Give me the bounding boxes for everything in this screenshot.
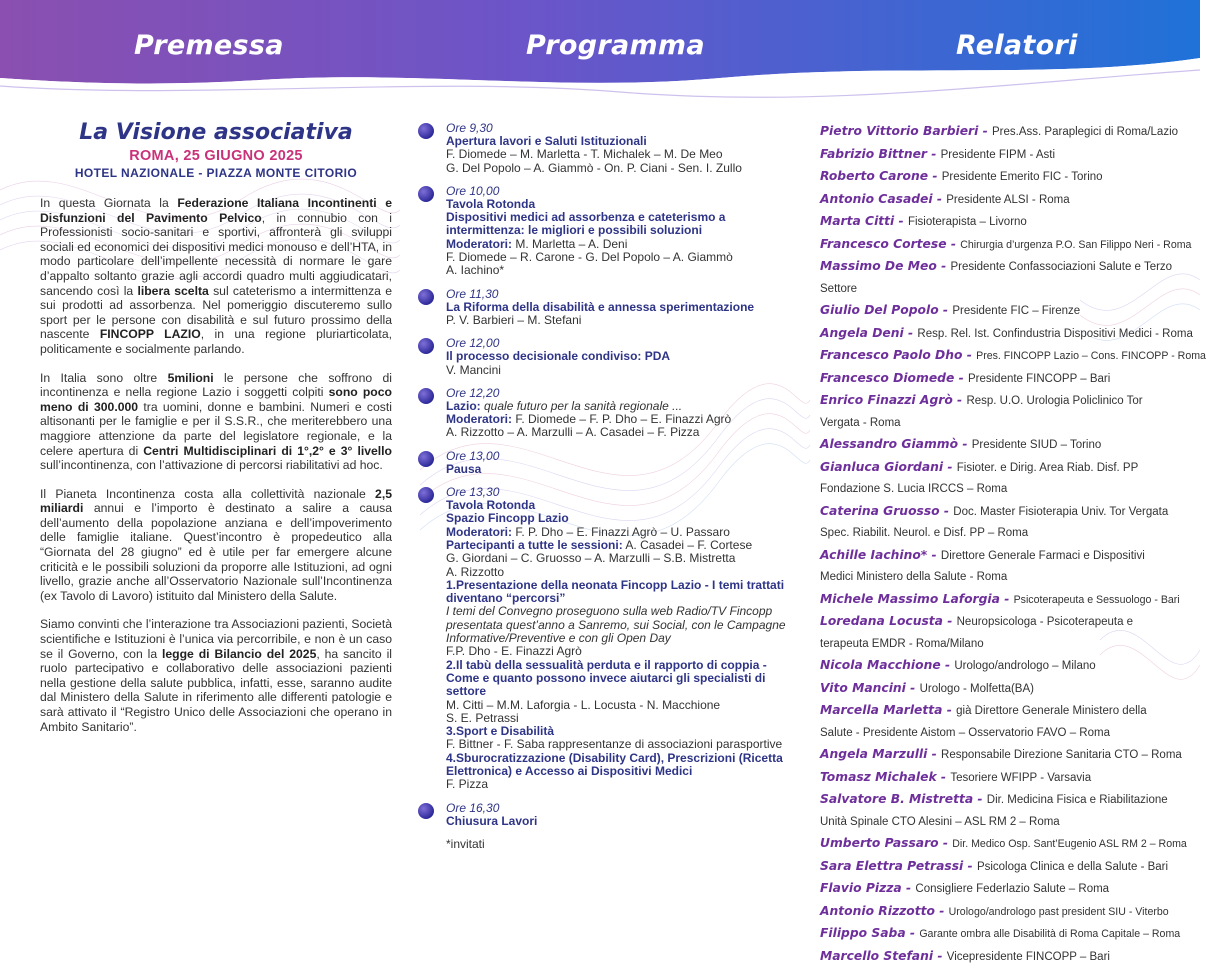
program-line xyxy=(446,778,798,791)
relatore-role-continued: Salute - Presidente Aistom – Osservatorio FAVO – Roma xyxy=(820,723,1190,745)
program-line xyxy=(446,579,798,606)
program-text: Chiusura Lavori xyxy=(446,814,537,828)
relatore-role: Fisioterapista – Livorno xyxy=(908,216,1027,228)
program-slot xyxy=(418,122,798,175)
relatore-role: Urologo/andrologo – Milano xyxy=(954,660,1095,672)
relatore-role: Presidente Emerito FIC - Torino xyxy=(942,171,1103,183)
header-relatori: Relatori xyxy=(956,30,1078,61)
program-text: A. Rizzotto xyxy=(446,565,504,579)
program-text: F. Bittner - F. Saba rappresentanze di associazioni parasportive xyxy=(446,737,782,751)
bullet-dot-icon xyxy=(418,186,434,202)
relatore-entry xyxy=(820,946,1190,968)
premessa-paragraph-1 xyxy=(40,196,392,357)
relatore-name: Angela Deni - xyxy=(820,326,917,340)
text-run: , ha sancito il ruolo partecipativo e collaborativo delle associazioni pazienti nella gestione della salute pubblica, infatti, esse, saranno audite dal Ministero della Salute in riferimento alle differenti patologie e sarà attivato il “Registro Unico delle Associazioni che operano in Ambito Sanitario”. xyxy=(40,647,392,734)
program-text: Moderatori: xyxy=(446,237,512,251)
relatore-entry xyxy=(820,368,1190,391)
relatore-name: Loredana Locusta - xyxy=(820,614,957,628)
relatore-role: Resp. U.O. Urologia Policlinico Tor xyxy=(966,395,1142,407)
premessa-paragraph-3 xyxy=(40,487,392,604)
program-text: F. Diomede – M. Marletta - T. Michalek – M. De Meo xyxy=(446,147,723,161)
program-text: La Riforma della disabilità e annessa sperimentazione xyxy=(446,300,754,314)
program-line xyxy=(446,712,798,725)
program-text: Moderatori: xyxy=(446,525,512,539)
relatore-entry xyxy=(820,856,1190,879)
premessa-column xyxy=(40,120,392,734)
relatore-role: Chirurgia d’urgenza P.O. San Filippo Neri - Roma xyxy=(960,239,1191,251)
relatore-role: Vicepresidente FINCOPP – Bari xyxy=(947,951,1110,963)
event-date: ROMA, 25 GIUGNO 2025 xyxy=(40,148,392,164)
program-line xyxy=(446,135,798,148)
premessa-paragraph-2 xyxy=(40,371,392,473)
relatore-entry xyxy=(820,189,1190,212)
program-time: Ore 13,00 xyxy=(446,450,798,463)
program-line xyxy=(446,605,798,645)
text-run: In questa Giornata la xyxy=(40,196,177,210)
program-text: G. Giordani – C. Gruosso – A. Marzulli – S.B. Mistretta xyxy=(446,551,735,565)
program-slot xyxy=(418,450,798,476)
relatore-entry xyxy=(820,501,1190,524)
relatore-entry xyxy=(820,789,1190,812)
program-line xyxy=(446,645,798,658)
relatore-role: Urologo/andrologo past president SIU - Viterbo xyxy=(949,906,1169,918)
program-time: Ore 12,00 xyxy=(446,337,798,350)
relatore-entry xyxy=(820,434,1190,457)
program-text: 1.Presentazione della neonata Fincopp Lazio - I temi trattati diventano “percorsi” xyxy=(446,578,784,605)
bullet-dot-icon xyxy=(418,487,434,503)
relatore-role: Urologo - Molfetta(BA) xyxy=(920,683,1034,695)
program-line xyxy=(446,552,798,565)
program-text: Pausa xyxy=(446,462,481,476)
program-line xyxy=(446,738,798,751)
text-run: sull’incontinenza, con l’attivazione di percorsi riabilitativi ad hoc. xyxy=(40,458,383,472)
program-line xyxy=(446,699,798,712)
relatore-entry xyxy=(820,300,1190,323)
program-line xyxy=(446,815,798,828)
event-venue: HOTEL NAZIONALE - PIAZZA MONTE CITORIO xyxy=(40,166,392,180)
text-run: tra uomini, donne e bambini. Numeri e costi altisonanti per le famiglie e per il S.S.R., che meriterebbero una maggiore attenzione da parte del legislatore regionale, e la celere apertura di xyxy=(40,400,392,458)
relatore-name: Roberto Carone - xyxy=(820,169,942,183)
relatore-name: Francesco Cortese - xyxy=(820,237,960,251)
program-text: F. Pizza xyxy=(446,777,488,791)
relatore-name: Alessandro Giammò - xyxy=(820,437,972,451)
relatore-role: Presidente FINCOPP – Bari xyxy=(968,373,1110,385)
relatore-role: Psicoterapeuta e Sessuologo - Bari xyxy=(1014,594,1180,606)
program-text: I temi del Convegno proseguono sulla web Radio/TV Fincopp presentata quest’anno a Sanremo, sui Social, con le Campagne Informative/Preventive e con gli Open Day xyxy=(446,604,786,645)
relatore-entry xyxy=(820,545,1190,568)
relatore-name: Antonio Casadei - xyxy=(820,192,946,206)
program-line xyxy=(446,725,798,738)
relatore-role-continued: Vergata - Roma xyxy=(820,413,1190,435)
program-line xyxy=(446,350,798,363)
relatore-name: Filippo Saba - xyxy=(820,926,919,940)
relatore-entry xyxy=(820,833,1190,856)
relatore-role: già Direttore Generale Ministero della xyxy=(956,705,1146,717)
program-line xyxy=(446,162,798,175)
relatore-name: Sara Elettra Petrassi - xyxy=(820,859,977,873)
relatore-entry xyxy=(820,144,1190,167)
program-text: 2.Il tabù della sessualità perduta e il rapporto di coppia - Come e quanto possono invece aiutarci gli specialisti di settore xyxy=(446,658,767,699)
program-text: V. Mancini xyxy=(446,363,501,377)
program-line xyxy=(446,400,798,413)
header-programma: Programma xyxy=(526,30,705,61)
relatore-name: Marta Citti - xyxy=(820,214,908,228)
program-line xyxy=(446,364,798,377)
program-line xyxy=(446,413,798,426)
relatore-name: Fabrizio Bittner - xyxy=(820,147,941,161)
relatore-entry xyxy=(820,256,1190,279)
relatore-role: Fisioter. e Dirig. Area Riab. Disf. PP xyxy=(957,462,1139,474)
relatore-role: Consigliere Federlazio Salute – Roma xyxy=(915,883,1109,895)
program-slot xyxy=(418,486,798,792)
relatore-entry xyxy=(820,234,1190,257)
relatore-entry xyxy=(820,211,1190,234)
program-line xyxy=(446,238,798,251)
relatore-role: Presidente SIUD – Torino xyxy=(972,439,1102,451)
relatore-role: Psicologa Clinica e della Salute - Bari xyxy=(977,861,1168,873)
relatore-role: Pres.Ass. Paraplegici di Roma/Lazio xyxy=(992,126,1178,138)
relatore-name: Marcello Stefani - xyxy=(820,949,947,963)
program-text: M. Marletta – A. Deni xyxy=(512,237,627,251)
relatore-role-continued: Spec. Riabilit. Neurol. e Disf. PP – Roma xyxy=(820,523,1190,545)
relatore-role-continued: Medici Ministero della Salute - Roma xyxy=(820,567,1190,589)
relatore-entry xyxy=(820,767,1190,790)
relatore-entry xyxy=(820,457,1190,480)
relatore-entry xyxy=(820,878,1190,901)
visione-title: La Visione associativa xyxy=(40,120,392,145)
program-line xyxy=(446,566,798,579)
relatori-list xyxy=(820,121,1190,968)
relatore-entry xyxy=(820,390,1190,413)
relatore-role: Doc. Master Fisioterapia Univ. Tor Vergata xyxy=(953,506,1168,518)
program-text: S. E. Petrassi xyxy=(446,711,519,725)
relatore-role: Pres. FINCOPP Lazio – Cons. FINCOPP - Roma xyxy=(976,350,1206,362)
bullet-dot-icon xyxy=(418,388,434,404)
relatore-role: Presidente FIPM - Asti xyxy=(941,149,1055,161)
relatore-entry xyxy=(820,923,1190,946)
program-line xyxy=(446,463,798,476)
bullet-dot-icon xyxy=(418,123,434,139)
program-text: Il processo decisionale condiviso: PDA xyxy=(446,349,670,363)
relatore-role: Dir. Medico Osp. Sant’Eugenio ASL RM 2 – Roma xyxy=(952,838,1187,850)
program-text: P. V. Barbieri – M. Stefani xyxy=(446,313,581,327)
program-line xyxy=(446,752,798,779)
program-slot xyxy=(418,802,798,828)
program-text: G. Del Popolo – A. Giammò - On. P. Ciani - Sen. I. Zullo xyxy=(446,161,742,175)
program-time: Ore 13,30 xyxy=(446,486,798,499)
relatore-entry xyxy=(820,121,1190,144)
relatore-role: Resp. Rel. Ist. Confindustria Dispositivi Medici - Roma xyxy=(917,328,1192,340)
relatore-name: Caterina Gruosso - xyxy=(820,504,953,518)
relatore-role: Tesoriere WFIPP - Varsavia xyxy=(950,772,1091,784)
programma-list xyxy=(418,122,798,828)
program-line xyxy=(446,512,798,525)
program-text: F. Diomede – R. Carone - G. Del Popolo – A. Giammò xyxy=(446,250,733,264)
relatore-entry xyxy=(820,166,1190,189)
relatore-entry xyxy=(820,744,1190,767)
program-time: Ore 10,00 xyxy=(446,185,798,198)
premessa-paragraph-4 xyxy=(40,617,392,734)
text-run: annui e l’importo è destinato a salire a causa dell’aumento della popolazione anziana e dell’impoverimento delle famiglie italiane. Quest’incontro è propedeutico alla “Giornata del 28 giugno” ed è utile per far emergere alcune criticità e le possibili soluzioni da proporre alle Istituzioni, ad ogni livello, grazie anche all’Osservatorio Nazionale sull’Incontinenza (ex Tavolo di Lavoro) istituito dal Ministero della Salute. xyxy=(40,501,392,603)
program-line xyxy=(446,301,798,314)
text-run: le persone che soffrono di incontinenza e nella regione Lazio i soggetti colpiti xyxy=(40,371,392,400)
relatore-name: Francesco Diomede - xyxy=(820,371,968,385)
program-line xyxy=(446,314,798,327)
relatore-name: Massimo De Meo - xyxy=(820,259,950,273)
bold-text: 2,5 miliardi xyxy=(40,487,392,516)
relatore-role: Garante ombra alle Disabilità di Roma Capitale – Roma xyxy=(919,928,1180,940)
bullet-dot-icon xyxy=(418,803,434,819)
text-run: In Italia sono oltre xyxy=(40,371,168,385)
program-line xyxy=(446,264,798,277)
relatore-name: Marcella Marletta - xyxy=(820,703,956,717)
program-text: quale futuro per la sanità regionale ... xyxy=(481,399,682,413)
program-text: A. Iachino* xyxy=(446,263,504,277)
bold-text: 5milioni xyxy=(168,371,214,385)
bold-text: Centri Multidisciplinari di 1°,2° e 3° livello xyxy=(143,444,392,458)
relatore-role-continued: Unità Spinale CTO Alesini – ASL RM 2 – Roma xyxy=(820,812,1190,834)
relatore-name: Francesco Paolo Dho - xyxy=(820,348,976,362)
relatore-entry xyxy=(820,345,1190,368)
relatore-role: Presidente ALSI - Roma xyxy=(946,194,1069,206)
relatore-role: Presidente Confassociazioni Salute e Terzo xyxy=(950,261,1172,273)
program-line xyxy=(446,198,798,211)
relatori-column xyxy=(820,121,1190,968)
program-text: Tavola Rotonda xyxy=(446,197,535,211)
program-line xyxy=(446,539,798,552)
program-text: Apertura lavori e Saluti Istituzionali xyxy=(446,134,647,148)
program-line xyxy=(446,148,798,161)
relatore-name: Antonio Rizzotto - xyxy=(820,904,949,918)
program-text: Spazio Fincopp Lazio xyxy=(446,511,569,525)
invitati-note: *invitati xyxy=(418,838,798,851)
relatore-name: Enrico Finazzi Agrò - xyxy=(820,393,966,407)
relatore-entry xyxy=(820,678,1190,701)
relatore-role-continued: terapeuta EMDR - Roma/Milano xyxy=(820,634,1190,656)
bold-text: legge di Bilancio del 2025 xyxy=(162,647,316,661)
relatore-name: Giulio Del Popolo - xyxy=(820,303,952,317)
relatore-name: Umberto Passaro - xyxy=(820,836,952,850)
relatore-name: Salvatore B. Mistretta - xyxy=(820,792,987,806)
relatore-role-continued: Settore xyxy=(820,279,1190,301)
program-text: Partecipanti a tutte le sessioni: xyxy=(446,538,623,552)
text-run: , in connubio con i Professionisti socio-sanitari e sportivi, affronterà gli sviluppi sociali ed economici dei dispositivi medici monouso e dell’HTA, in modo particolare dell’impellente necessità di normare le gare d’appalto soltanto grazie agli accordi quadro multi aggiudicatari, sancendo così la xyxy=(40,211,392,298)
relatore-role: Neuropsicologa - Psicoterapeuta e xyxy=(957,616,1133,628)
relatore-role: Direttore Generale Farmaci e Dispositivi xyxy=(941,550,1145,562)
relatore-role: Dir. Medicina Fisica e Riabilitazione xyxy=(987,794,1168,806)
program-text: Tavola Rotonda xyxy=(446,498,535,512)
program-line xyxy=(446,499,798,512)
relatore-name: Pietro Vittorio Barbieri - xyxy=(820,124,992,138)
program-slot xyxy=(418,337,798,377)
bold-text: Federazione Italiana Incontinenti e Disfunzioni del Pavimento Pelvico xyxy=(40,196,392,225)
relatore-name: Michele Massimo Laforgia - xyxy=(820,592,1014,606)
program-line xyxy=(446,659,798,699)
bold-text: sono poco meno di 300.000 xyxy=(40,385,392,414)
relatore-entry xyxy=(820,589,1190,612)
bold-text: FINCOPP LAZIO xyxy=(100,327,201,341)
bullet-dot-icon xyxy=(418,451,434,467)
text-run: Siamo convinti che l’interazione tra Associazioni pazienti, Società scientifiche e Istituzioni è l’unica via percorribile, e non è un caso se il Governo, con la xyxy=(40,617,392,660)
relatore-entry xyxy=(820,901,1190,924)
program-line xyxy=(446,526,798,539)
relatore-entry xyxy=(820,655,1190,678)
programma-column xyxy=(418,122,798,851)
header-premessa: Premessa xyxy=(134,30,284,61)
program-text: M. Citti – M.M. Laforgia - L. Locusta - N. Macchione xyxy=(446,698,720,712)
program-text: Lazio: xyxy=(446,399,481,413)
program-text: Dispositivi medici ad assorbenza e cateterismo a intermittenza: le migliori e possibili soluzioni xyxy=(446,210,725,237)
program-line xyxy=(446,251,798,264)
program-slot xyxy=(418,387,798,440)
relatore-name: Tomasz Michalek - xyxy=(820,770,950,784)
text-run: Il Pianeta Incontinenza costa alla collettività nazionale xyxy=(40,487,375,501)
program-line xyxy=(446,426,798,439)
relatore-role: Presidente FIC – Firenze xyxy=(952,305,1080,317)
program-text: F.P. Dho - E. Finazzi Agrò xyxy=(446,644,582,658)
program-slot xyxy=(418,288,798,328)
program-text: F. P. Dho – E. Finazzi Agrò – U. Passaro xyxy=(512,525,730,539)
relatore-role: Responsabile Direzione Sanitaria CTO – Roma xyxy=(941,749,1182,761)
bullet-dot-icon xyxy=(418,338,434,354)
text-run: , in una regione pluriarticolata, politicamente e socialmente parlando. xyxy=(40,327,392,356)
program-text: 4.Sburocratizzazione (Disability Card), Prescrizioni (Ricetta Elettronica) e Accesso ai Dispositivi Medici xyxy=(446,751,783,778)
relatore-name: Angela Marzulli - xyxy=(820,747,941,761)
relatore-entry xyxy=(820,611,1190,634)
text-run: sul cateterismo a intermittenza e sui prodotti ad assorbenza. Nel pomeriggio discuteremo sullo sport per le persone con disabilità e sul futuro prossimo della nascente xyxy=(40,284,392,342)
program-text: Moderatori: xyxy=(446,412,512,426)
relatore-name: Flavio Pizza - xyxy=(820,881,915,895)
program-text: A. Casadei – F. Cortese xyxy=(623,538,752,552)
relatore-name: Achille Iachino* - xyxy=(820,548,941,562)
bold-text: libera scelta xyxy=(137,284,208,298)
program-text: F. Diomede – F. P. Dho – E. Finazzi Agrò xyxy=(512,412,731,426)
program-time: Ore 11,30 xyxy=(446,288,798,301)
relatore-name: Gianluca Giordani - xyxy=(820,460,957,474)
relatore-name: Nicola Macchione - xyxy=(820,658,954,672)
program-time: Ore 9,30 xyxy=(446,122,798,135)
relatore-entry xyxy=(820,323,1190,346)
program-time: Ore 12,20 xyxy=(446,387,798,400)
program-time: Ore 16,30 xyxy=(446,802,798,815)
relatore-entry xyxy=(820,700,1190,723)
bullet-dot-icon xyxy=(418,289,434,305)
program-line xyxy=(446,211,798,238)
program-slot xyxy=(418,185,798,278)
relatore-name: Vito Mancini - xyxy=(820,681,920,695)
relatore-role-continued: Fondazione S. Lucia IRCCS – Roma xyxy=(820,479,1190,501)
header-band xyxy=(0,0,1200,110)
program-text: 3.Sport e Disabilità xyxy=(446,724,554,738)
program-text: A. Rizzotto – A. Marzulli – A. Casadei – F. Pizza xyxy=(446,425,699,439)
